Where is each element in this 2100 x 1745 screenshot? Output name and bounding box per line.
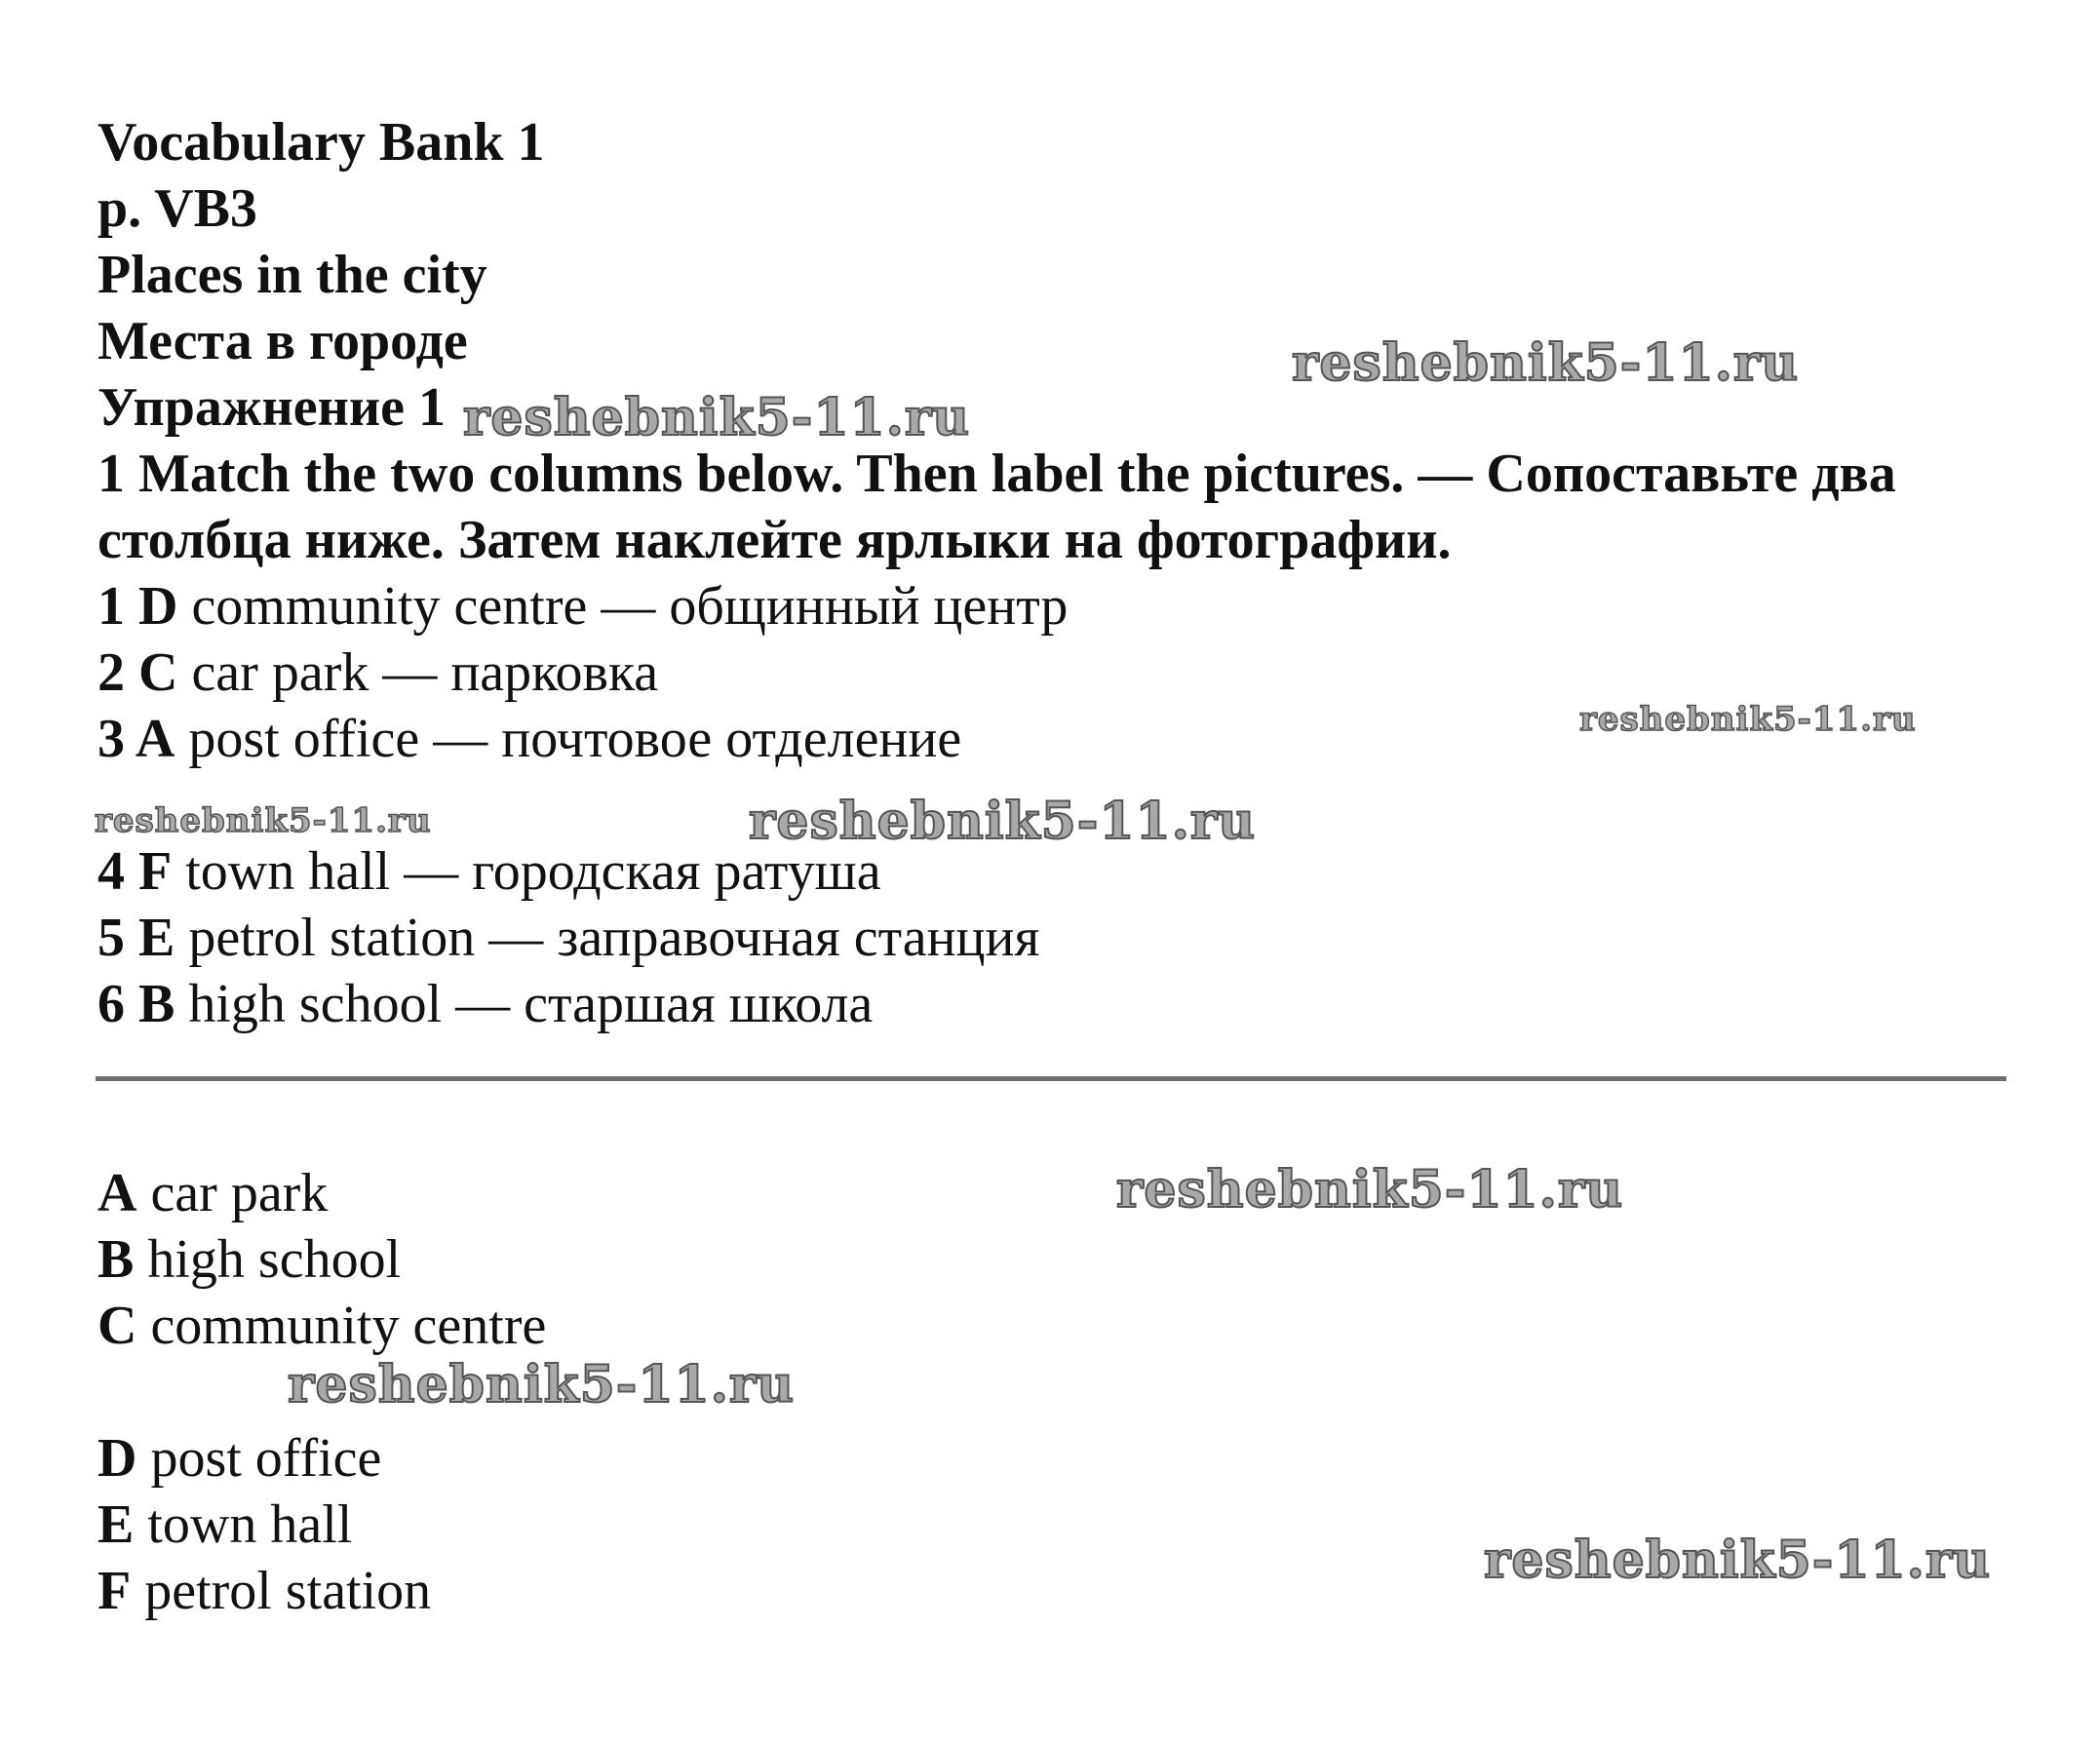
answer-item: [97, 905, 1039, 971]
watermark: reshebnik5-11.ru: [749, 792, 1257, 851]
exercise-instruction: 1 Match the two columns below. Then label the pictures. — Сопоставьте два столбца ниже. Затем наклейте ярлыки на фотографии.: [97, 444, 1896, 570]
answer-item: [97, 573, 1068, 640]
answer-key: 5 E: [97, 908, 175, 968]
label-item: [97, 1293, 546, 1359]
answer-key: 6 B: [97, 974, 175, 1034]
watermark: reshebnik5-11.ru: [95, 801, 432, 840]
answer-key: 4 F: [97, 841, 173, 902]
label-text: petrol station: [144, 1561, 432, 1621]
topic-english: Places in the city: [97, 245, 487, 305]
section-divider: [96, 1076, 2006, 1081]
label-item: [97, 1160, 328, 1226]
answer-key: 3 A: [97, 709, 175, 769]
answer-text: post office — почтовое отделение: [188, 709, 962, 769]
answer-text: community centre — общинный центр: [191, 576, 1069, 637]
answer-text: town hall — городская ратуша: [185, 841, 881, 902]
exercise-heading: Упражнение 1: [97, 377, 447, 438]
answer-text: car park — парковка: [191, 642, 659, 703]
label-key: B: [97, 1229, 135, 1290]
label-text: town hall: [147, 1494, 353, 1555]
label-text: post office: [150, 1428, 382, 1489]
watermark: reshebnik5-11.ru: [1292, 333, 1800, 393]
topic-russian: Места в городе: [97, 311, 468, 371]
label-item: [97, 1492, 352, 1558]
label-key: D: [97, 1428, 137, 1489]
watermark: reshebnik5-11.ru: [1579, 700, 1917, 739]
label-item: [97, 1558, 431, 1624]
answer-item: [97, 706, 961, 772]
label-item: [97, 1226, 401, 1293]
label-text: community centre: [150, 1296, 547, 1356]
watermark: reshebnik5-11.ru: [1116, 1160, 1624, 1220]
answer-item: [97, 640, 658, 706]
label-key: E: [97, 1494, 135, 1555]
label-key: A: [97, 1163, 137, 1223]
answer-text: petrol station — заправочная станция: [188, 908, 1040, 968]
watermark: reshebnik5-11.ru: [1484, 1531, 1992, 1590]
watermark: reshebnik5-11.ru: [288, 1355, 796, 1415]
answer-item: [97, 971, 873, 1037]
label-key: F: [97, 1561, 132, 1621]
label-key: C: [97, 1296, 137, 1356]
page-reference: p. VB3: [97, 178, 257, 239]
watermark: reshebnik5-11.ru: [463, 388, 971, 447]
answer-key: 2 C: [97, 642, 178, 703]
label-item: [97, 1425, 381, 1492]
label-text: car park: [150, 1163, 329, 1223]
answer-key: 1 D: [97, 576, 178, 637]
document-title: Vocabulary Bank 1: [97, 112, 545, 173]
answer-text: high school — старшая школа: [188, 974, 874, 1034]
label-text: high school: [147, 1229, 402, 1290]
